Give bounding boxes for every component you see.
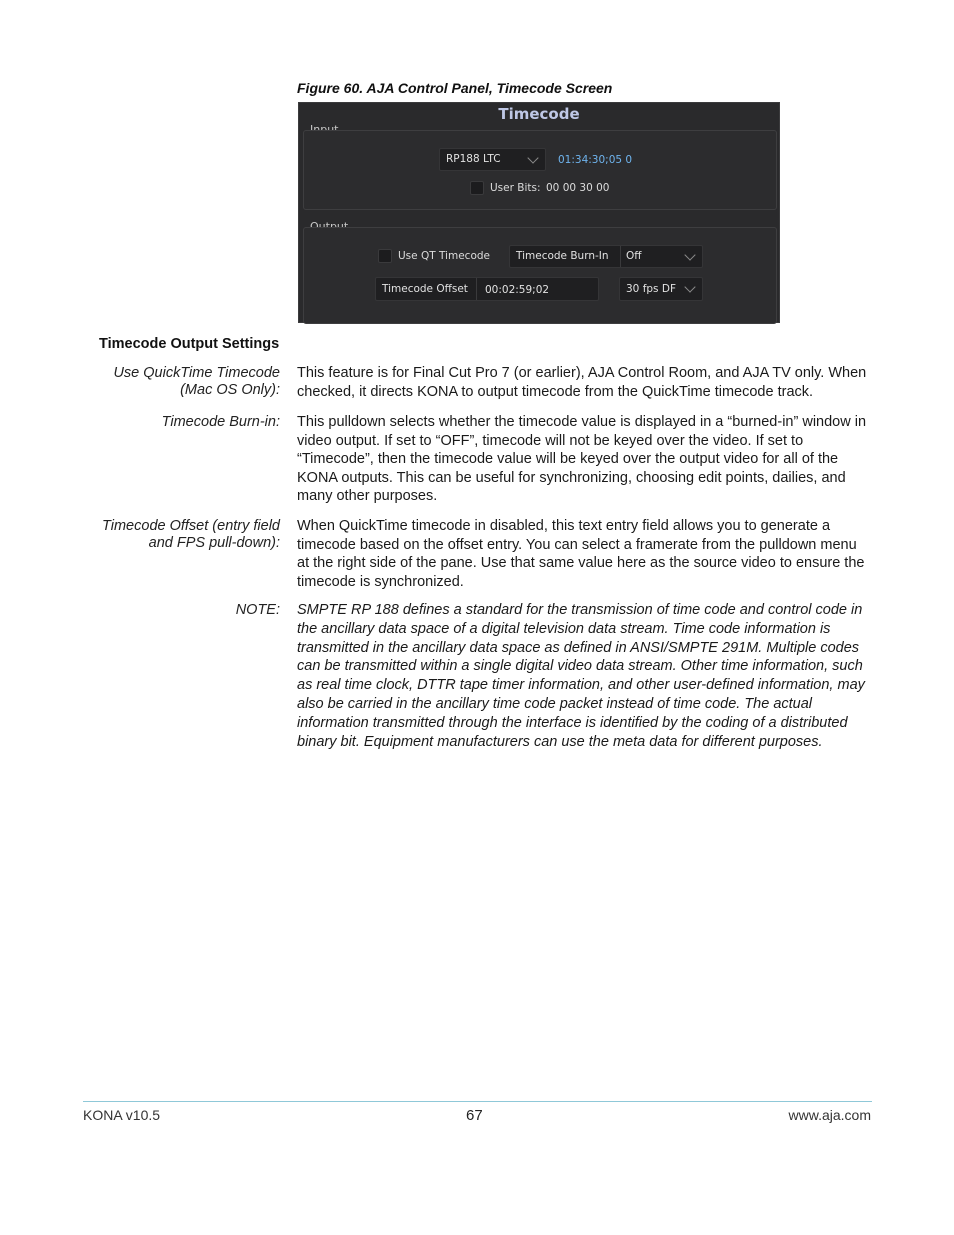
footer-website: www.aja.com <box>788 1107 871 1123</box>
input-timecode-readout: 01:34:30;05 0 <box>558 154 633 166</box>
field-divider <box>476 278 477 300</box>
chevron-down-icon <box>527 152 538 163</box>
field-divider <box>620 246 621 267</box>
term-line: Timecode Burn-in: <box>161 414 280 430</box>
timecode-offset-field[interactable] <box>375 277 599 301</box>
output-group-box <box>303 227 777 324</box>
burn-in-label: Timecode Burn-In <box>516 250 609 262</box>
section-heading: Timecode Output Settings <box>99 336 280 352</box>
term-timecode-burn-in <box>80 414 280 431</box>
description-use-quicktime-timecode: This feature is for Final Cut Pro 7 (or earlier), AJA Control Room, and AJA TV only. When checked, it directs KONA to output timecode from the QuickTime timecode track. <box>297 365 867 400</box>
timecode-burn-in-select[interactable] <box>509 245 703 268</box>
term-use-quicktime-timecode <box>80 365 280 399</box>
term-timecode-offset <box>80 518 280 552</box>
fps-value: 30 fps DF <box>626 283 676 295</box>
use-qt-timecode-checkbox[interactable] <box>378 249 392 263</box>
chevron-down-icon <box>684 281 695 292</box>
user-bits-value: 00 00 30 00 <box>546 182 610 194</box>
offset-value: 00:02:59;02 <box>485 284 550 296</box>
burn-in-value: Off <box>626 250 642 262</box>
use-qt-timecode-label: Use QT Timecode <box>398 250 490 262</box>
timecode-panel-screenshot <box>298 102 780 323</box>
description-timecode-offset: When QuickTime timecode in disabled, this text entry field allows you to generate a timecode based on the offset entry. You can select a framerate from the pulldown menu at the right side of the pane. Use that same value here as the source video to ensure the timecode is synchronized. <box>297 518 865 590</box>
footer-product-version: KONA v10.5 <box>83 1107 161 1123</box>
term-line: Use QuickTime Timecode <box>113 365 280 381</box>
user-bits-label: User Bits: <box>490 182 541 194</box>
panel-title: Timecode <box>498 105 580 123</box>
note-text: SMPTE RP 188 defines a standard for the transmission of time code and control code in the ancillary data space of a digital television data stream. Time code information is transmitted in the ancillary data space as defined in ANSI/SMPTE 291M. Multiple codes can be transmitted within a single digital video data stream. Other time information, such as real time clock, DTTR tape timer information, and other user-defined information, may also be carried in the ancillary time code packet instead of time code. The actual information transmitted through the interface is identified by the coding of a distributed binary bit. Equipment manufacturers can use the meta data for different purposes. <box>297 602 865 750</box>
term-line: Timecode Offset (entry field <box>102 518 280 534</box>
description-timecode-burn-in: This pulldown selects whether the timecode value is displayed in a “burned-in” window in video output. If set to “OFF”, timecode will not be keyed over the video. If set to “Timecode”, then the timecode value will be keyed over the output video for all of the KONA outputs. This can be useful for synchronizing, choosing edit points, dailies, and many other purposes. <box>297 414 867 505</box>
input-source-value: RP188 LTC <box>446 153 501 165</box>
offset-label: Timecode Offset <box>382 283 468 295</box>
term-line: and FPS pull-down): <box>148 535 280 551</box>
chevron-down-icon <box>684 249 695 260</box>
note-term: NOTE: <box>235 602 280 618</box>
footer-rule <box>83 1101 872 1102</box>
input-source-select[interactable] <box>439 148 546 171</box>
user-bits-checkbox[interactable] <box>470 181 484 195</box>
term-line: (Mac OS Only): <box>180 382 280 398</box>
fps-select[interactable] <box>619 277 703 301</box>
page-number: 67 <box>466 1107 483 1124</box>
figure-caption: Figure 60. AJA Control Panel, Timecode Screen <box>297 80 613 96</box>
